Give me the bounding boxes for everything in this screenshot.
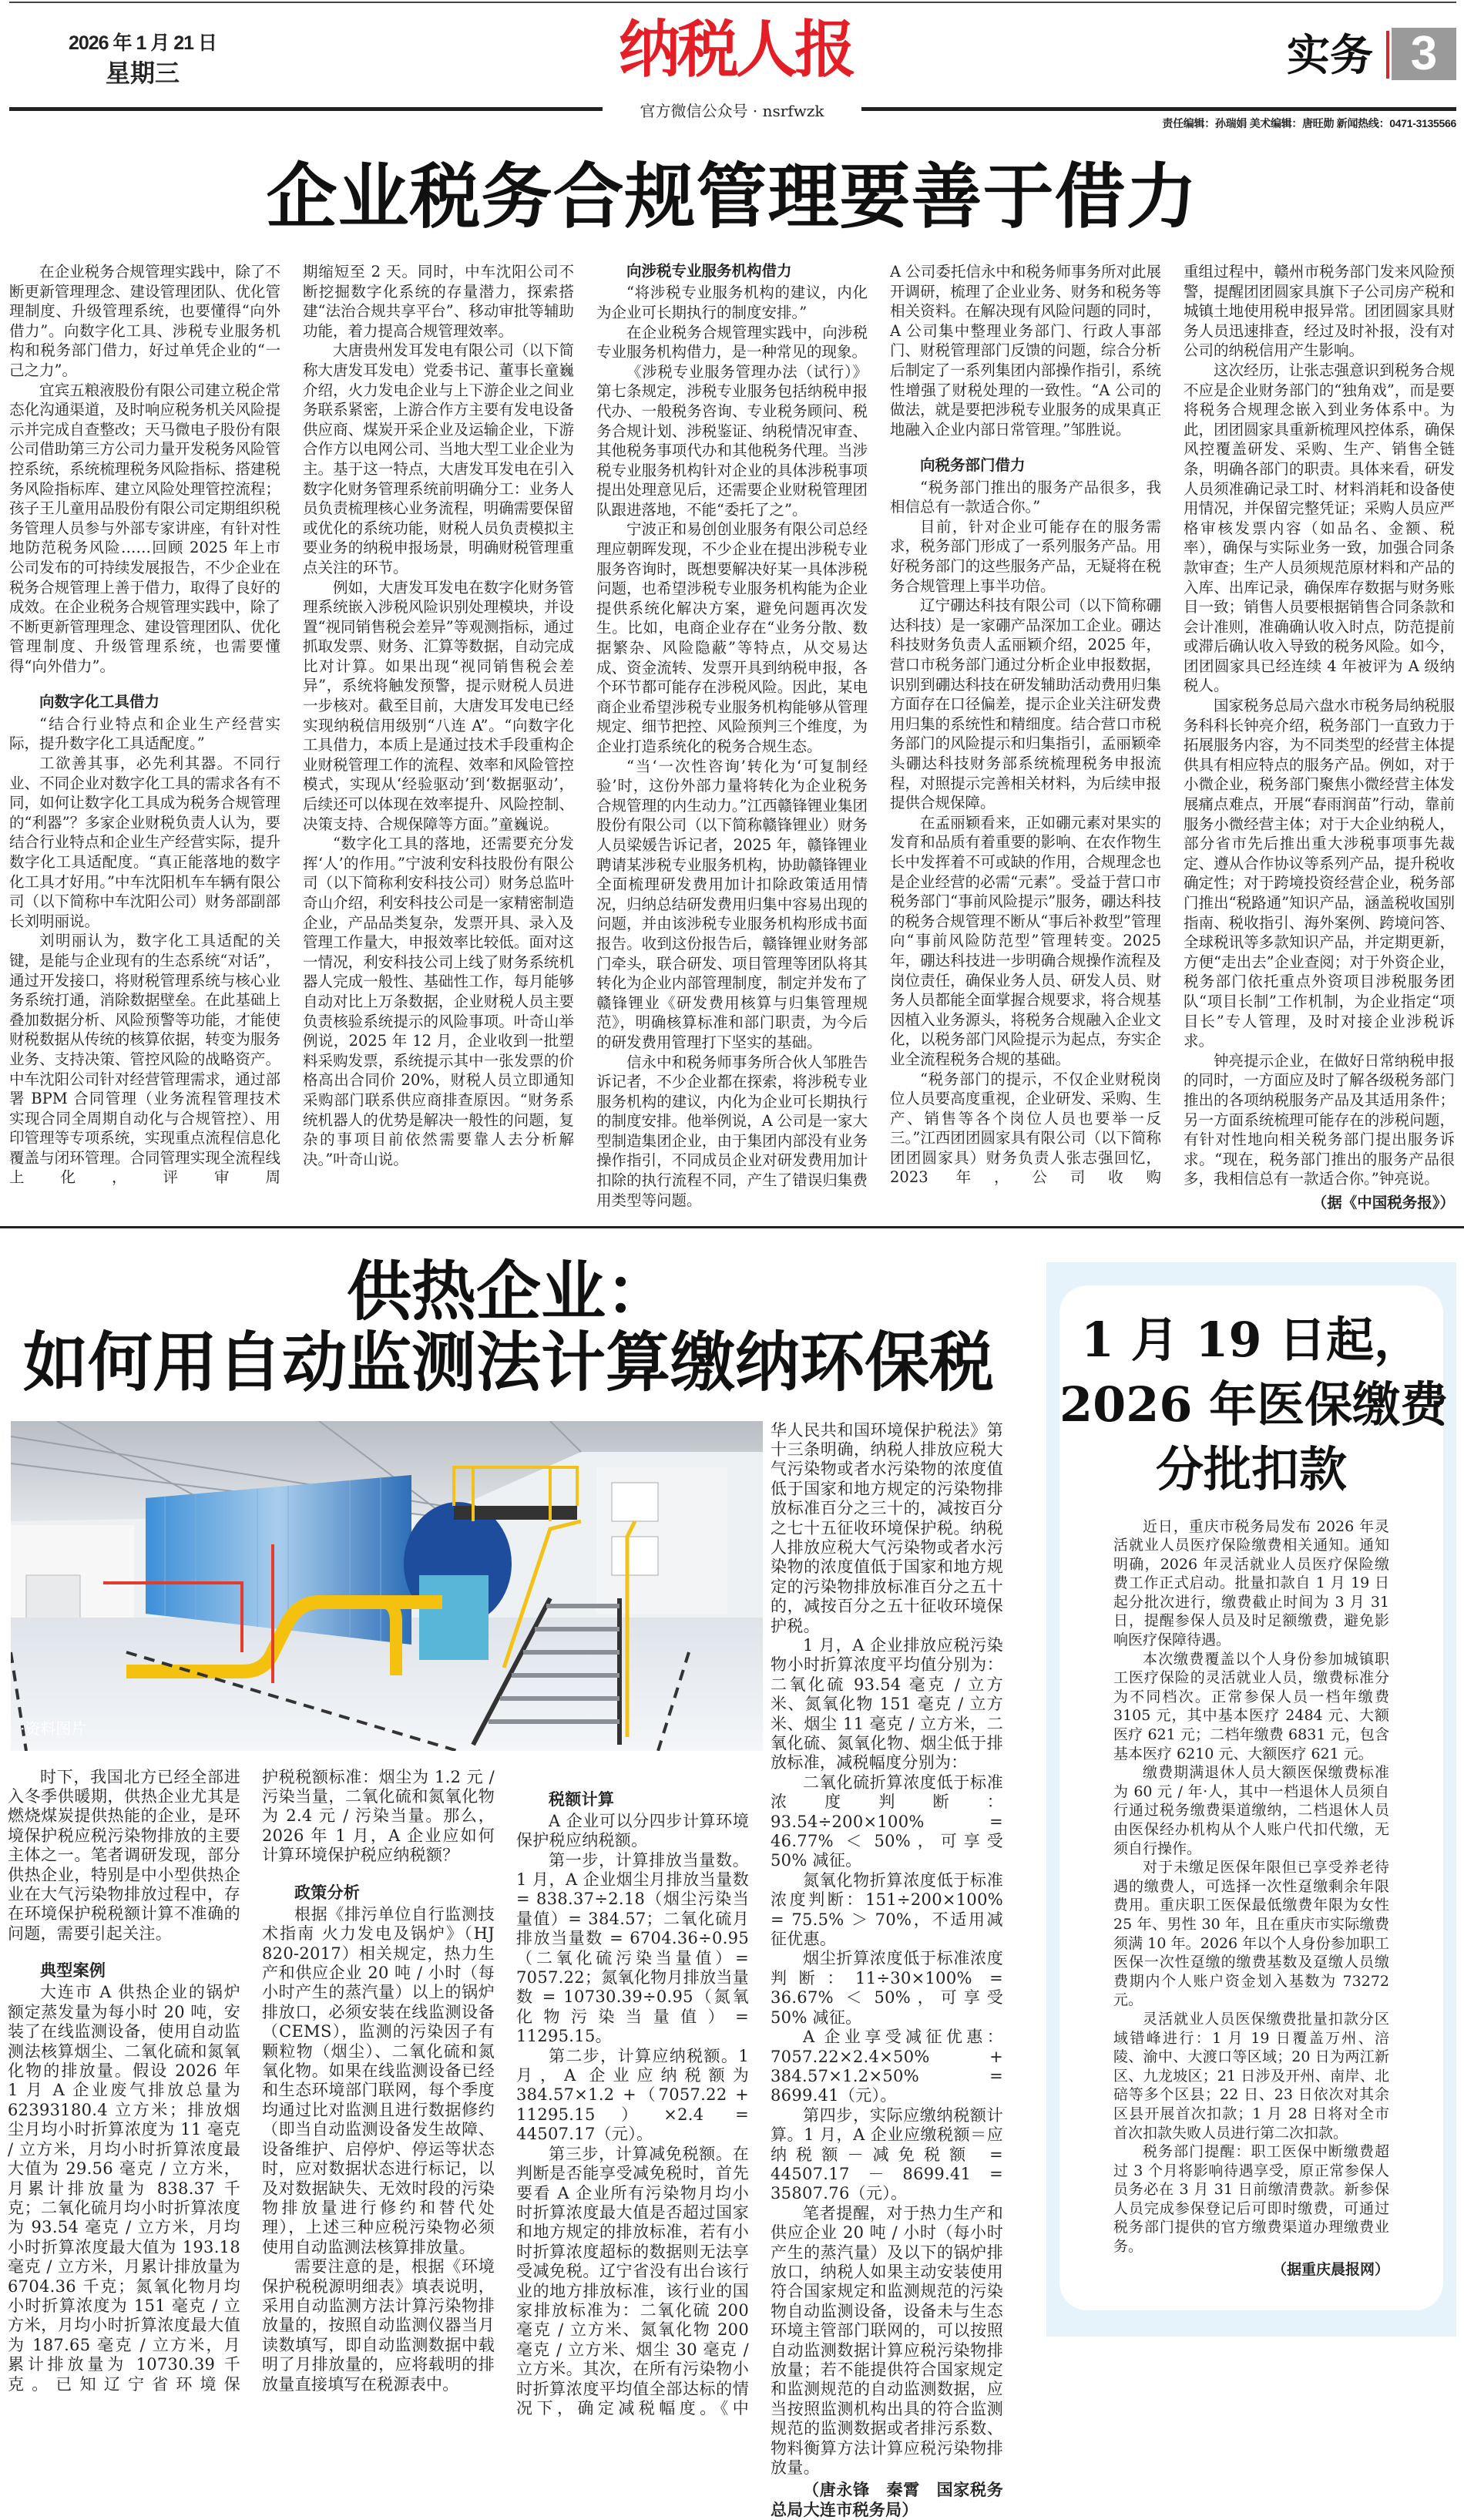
paragraph: 在企业税务合规管理实践中，除了不断更新管理理念、建设管理团队、优化管理制度、升级管理系统，也要懂得“向外借力”。向数字化工具、涉税专业服务机构和税务部门借力，好过单凭企业的“一己之力”。 (9, 262, 280, 381)
paragraph: 烟尘折算浓度低于标准浓度判断：11÷30×100% = 36.67% ＜ 50%，可享受 50% 减征。 (771, 1949, 1003, 2028)
paragraph: 税务部门提醒：职工医保中断缴费超过 3 个月将影响待遇享受，原正常参保人员务必在 3 月 31 日前缴清费款。新参保人员完成参保登记后可即时缴费，可通过税务部门提供的官方缴费渠道办理缴费业务。 (1113, 2142, 1389, 2256)
newspaper-masthead: 纳税人报 (586, 14, 886, 85)
article-source: （据重庆晨报网） (1113, 2261, 1389, 2280)
paragraph: A 公司委托信永中和税务师事务所对此展开调研，梳理了企业业务、财务和税务等相关资料。在解决现有风险问题的同时，A 公司集中整理业务部门、行政人事部门、财税管理部门反馈的问题，综合分析后制定了一系列集团内部操作指引，系统性增强了财税处理的一致性。“A 公司的做法，就是要把涉税专业服务的成果真正地融入企业内部日常管理。”邹胜说。 (890, 262, 1161, 439)
article2-column-4 (771, 1421, 1003, 2520)
paragraph: 这次经历，让张志强意识到税务合规不应是企业财务部门的“独角戏”，而是要将税务合规理念嵌入到业务体系中。为此，团团圆家具重新梳理风控体系，确保风控覆盖研发、采购、生产、销售全链条，明确各部门的职责。具体来看，研发人员须准确记录工时、材料消耗和设备使用情况，并保留完整凭证；采购人员应严格审核发票内容（如品名、金额、税率），确保与实际业务一致，加强合同条款审查；生产人员须规范原材料和产品的入库、出库记录，确保库存数据与财务账目一致；销售人员要根据销售合同条款和会计准则，准确确认收入时点，防范提前或滞后确认收入导致的税务风险。如今，团团圆家具已经连续 4 年被评为 A 级纳税人。 (1184, 361, 1455, 696)
paragraph: 国家税务总局六盘水市税务局纳税服务科科长钟亮介绍，税务部门一直致力于拓展服务内容，为不同类型的经营主体提供具有相应特点的服务产品。例如，对于小微企业，税务部门聚焦小微经营主体发展痛点难点，开展“春雨润苗”行动，靠前服务小微经营主体；对于大企业纳税人，部分省市先后推出重大涉税事项事先裁定、遵从合作协议等系列产品，提升税收确定性；对于跨境投资经营企业，税务部门推出“税路通”知识产品，涵盖税收国别指南、税收指引、海外案例、跨境问答、全球税讯等多款知识产品，并定期更新，方便“走出去”企业查阅；对于外资企业，税务部门依托重点外资项目涉税服务团队“项目长制”工作机制，为企业指定“项目长”专人管理，及时对接企业涉税诉求。 (1184, 696, 1455, 1051)
paragraph: 本次缴费覆盖以个人身份参加城镇职工医疗保险的灵活就业人员，缴费标准分为不同档次。正常参保人员一档年缴费 3105 元，其中基本医疗 2484 元、大额医疗 621 元；二档年缴费 6831 元，包含基本医疗 6210 元、大额医疗 621 元。 (1113, 1650, 1389, 1764)
section-divider (1386, 31, 1389, 79)
page-number: 3 (1392, 28, 1456, 80)
masthead (0, 0, 1464, 154)
paragraph: 钟亮提示企业，在做好日常纳税申报的同时，一方面应及时了解各级税务部门推出的各项纳税服务产品及其适用条件；另一方面系统梳理可能存在的涉税问题，有针对性地向相关税务部门提出服务诉求。“现在，税务部门推出的服务产品很多，我相信总有一款适合你。”钟亮说。 (1184, 1051, 1455, 1189)
article2-column-2 (262, 1768, 495, 2394)
paragraph: 重组过程中，赣州市税务部门发来风险预警，提醒团团圆家具旗下子公司房产税和城镇土地使用税申报异常。团团圆家具财务人员迅速排查，经过及时补报，没有对公司的纳税信用产生影响。 (1184, 262, 1455, 361)
paragraph: 工欲善其事，必先利其器。不同行业、不同企业对数字化工具的需求各有不同，如何让数字化工具成为税务合规管理的“利器”？多家企业财税负责人认为，要结合行业特点和企业生产经营实际，提升数字化工具适配度。“真正能落地的数字化工具才好用。”中车沈阳机车车辆有限公司（以下简称中车沈阳公司）财务部副部长刘明丽说。 (9, 754, 280, 931)
paragraph: 宜宾五粮液股份有限公司建立税企常态化沟通渠道，及时响应税务机关风险提示并完成自查整改；天马微电子股份有限公司借助第三方公司力量开发税务风险管控系统，系统梳理税务风险指标、搭建税务风险指标库、建立风险处理管控流程；孩子王儿童用品股份有限公司定期组织税务管理人员参与外部专家讲座，有针对性地防范税务风险……回顾 2025 年上市公司发布的可持续发展报告，不少企业在税务合规管理上善于借力，取得了良好的成效。在企业税务合规管理实践中，除了不断更新管理理念、建设管理团队、优化管理制度、升级管理系统，也需要懂得“向外借力”。 (9, 381, 280, 677)
article2-column-3 (516, 1768, 749, 2419)
article2-column-1 (8, 1768, 240, 2394)
sidebar-body (1113, 1517, 1389, 2280)
paragraph: 辽宁硼达科技有限公司（以下简称硼达科技）是一家硼产品深加工企业。硼达科技财务负责人孟丽颖介绍，2025 年，营口市税务部门通过分析企业申报数据，识别到硼达科技在研发辅助活动费用归集方面存在口径偏差，提示企业关注研发费用归集的系统性和精细度。结合营口市税务部门的风险提示和归集指引，孟丽颖牵头硼达科技财务部系统梳理税务申报流程，对照提示完善相关材料，为后续申报提供合规保障。 (890, 596, 1161, 813)
article2 (0, 1228, 1046, 2520)
article1-headline: 企业税务合规管理要善于借力 (0, 154, 1464, 239)
article2-body (0, 1421, 1046, 2520)
paragraph: 氮氧化物折算浓度低于标准浓度判断：151÷200×100% = 75.5% ＞ 70%，不适用减征优惠。 (771, 1871, 1003, 1950)
paragraph: 第一步，计算排放当量数。1 月，A 企业烟尘月排放当量数 = 838.37÷2.18（烟尘污染当量值）= 384.57；二氧化硫月排放当量数 = 6704.36÷0.95（二氧化硫污染当量值）= 7057.22；氮氧化物月排放当量数 = 10730.39÷0.95（氮氧化物污染当量值）= 11295.15。 (516, 1851, 749, 2047)
sidebar-headline-line2: 2026 年医保缴费 (1059, 1373, 1443, 1437)
subheading: 政策分析 (262, 1883, 495, 1903)
paragraph: 时下，我国北方已经全部进入冬季供暖期，供热企业尤其是燃烧煤炭提供热能的企业，是环境保护税应税污染物排放的主要主体之一。笔者调研发现，部分供热企业，特别是中小型供热企业在大气污染物排放过程中，存在环境保护税税额计算不准确的问题，需要引起关注。 (8, 1768, 240, 1944)
paragraph: 护税税额标准：烟尘为 1.2 元 / 污染当量，二氧化硫和氮氧化物为 2.4 元 / 污染当量。那么，2026 年 1 月，A 企业应如何计算环境保护税应纳税额？ (262, 1768, 495, 1866)
paragraph: 目前，针对企业可能存在的服务需求，税务部门形成了一系列服务产品。用好税务部门的这些服务产品，无疑将在税务合规管理上事半功倍。 (890, 517, 1161, 596)
issue-date: 2026 年 1 月 21 日 (46, 28, 239, 55)
paragraph: 在企业税务合规管理实践中，向涉税专业服务机构借力，是一种常见的现象。 (596, 323, 868, 362)
sidebar-card (1059, 1285, 1443, 2311)
article2-left-part (0, 1421, 763, 2419)
paragraph: 近日，重庆市税务局发布 2026 年灵活就业人员医疗保险缴费相关通知。通知明确，2026 年灵活就业人员医疗保险缴费工作正式启动。批量扣款自 1 月 19 日起分批次进行，缴费截止时间为 3 月 31 日，提醒参保人员及时足额缴费，避免影响医疗保障待遇。 (1113, 1517, 1389, 1650)
sidebar-headline-line1: 1 月 19 日起， (1059, 1308, 1443, 1373)
photo-caption: ·资料图片 (20, 1716, 86, 1739)
sidebar-headline (1059, 1308, 1443, 1502)
article1-column-5 (1184, 262, 1455, 1214)
article-source: （据《中国税务报》） (1184, 1194, 1455, 1214)
paragraph: “将涉税专业服务机构的建议，内化为企业可长期执行的制度安排。” (596, 283, 868, 322)
article2-lower-columns (0, 1768, 763, 2419)
sidebar-background (1046, 1262, 1456, 2337)
section-name: 实务 (1287, 31, 1373, 80)
boiler-room-photo (11, 1421, 763, 1751)
subheading: 税额计算 (516, 1789, 749, 1810)
subheading: 向涉税专业服务机构借力 (596, 262, 868, 281)
paragraph: 缴费期满退休人员大额医保缴费标准为 60 元 / 年·人，其中一档退休人员须自行通过税务缴费渠道缴纳，二档退休人员由医保经办机构从个人账户代扣代缴，无须自行操作。 (1113, 1763, 1389, 1858)
paragraph: 第四步，实际应缴纳税额计算。1 月，A 企业应缴税额＝应纳税额－减免税额 = 44507.17 － 8699.41 = 35807.76（元）。 (771, 2106, 1003, 2204)
paragraph: 灵活就业人员医保缴费批量扣款分区域错峰进行：1 月 19 日覆盖万州、涪陵、渝中、大渡口等区域；20 日为两江新区、九龙坡区；21 日涉及开州、南岸、北碚等多个区县；22 日、23 日依次对其余区县开展首次扣款；1 月 28 日将对全市首次扣款失败人员进行第二次扣款。 (1113, 2010, 1389, 2142)
paragraph: 刘明丽认为，数字化工具适配的关键，是能与企业现有的生态系统“对话”，通过开发接口，将财税管理系统与核心业务系统打通，消除数据壁垒。在此基础上叠加数据分析、风险预警等功能，才能使财税数据从传统的核算依据，转变为服务业务、支持决策、管控风险的战略资产。中车沈阳公司针对经营管理需求，通过部署 BPM 合同管理（业务流程管理技术实现合同全周期自动化与合规管控）、用印管理等专项系统，实现重点流程信息化覆盖与闭环管理。合同管理实现全流程线上化，评审周 (9, 931, 280, 1188)
paragraph: 大连市 A 供热企业的锅炉额定蒸发量为每小时 20 吨，安装了在线监测设备，使用自动监测法核算烟尘、二氧化硫和氮氧化物的排放量。假设 2026 年 1 月 A 企业废气排放总量为 62393180.4 立方米；排放烟尘月均小时折算浓度为 11 毫克 / 立方米，月均小时折算浓度最大值为 29.56 毫克 / 立方米，月累计排放量为 838.37 千克；二氧化硫月均小时折算浓度为 93.54 毫克 / 立方米，月均小时折算浓度最大值为 193.18 毫克 / 立方米，月累计排放量为 6704.36 千克；氮氧化物月均小时折算浓度为 151 毫克 / 立方米，月均小时折算浓度最大值为 187.65 毫克 / 立方米，月累计排放量为 10730.39 千克。已知辽宁省环境保 (8, 1983, 240, 2394)
editor-credits: 责任编辑：孙瑞娟 美术编辑：唐旺勋 新闻热线：0471-3135566 (1162, 116, 1456, 131)
paragraph: 第三步，计算减免税额。在判断是否能享受减免税时，首先要看 A 企业所有污染物月均小时折算浓度最大值是否超过国家和地方规定的排放标准，若有小时折算浓度超标的数据则无法享受减免税。辽宁省没有出台该行业的地方排放标准，该行业的国家排放标准为：二氧化硫 200 毫克 / 立方米、氮氧化物 200 毫克 / 立方米、烟尘 30 毫克 / 立方米。其次，在所有污染物小时折算浓度平均值全部达标的情况下，确定减税幅度。《中 (516, 2145, 749, 2419)
paragraph: 1 月，A 企业排放应税污染物小时折算浓度平均值分别为：二氧化硫 93.54 毫克 / 立方米、氮氧化物 151 毫克 / 立方米、烟尘 11 毫克 / 立方米，二氧化硫、氮氧化物、烟尘低于排放标准，减税幅度分别为： (771, 1636, 1003, 1773)
article1-column-4 (890, 262, 1161, 1188)
subheading: 典型案例 (8, 1961, 240, 1981)
paragraph: 《涉税专业服务管理办法（试行）》第七条规定，涉税专业服务包括纳税申报代办、一般税务咨询、专业税务顾问、税务合规计划、涉税鉴证、纳税情况审查、其他税务事项代办和其他税务代理。当涉税专业服务机构针对企业的具体涉税事项提出处理意见后，还需要企业财税管理团队跟进落地，不能“委托了之”。 (596, 362, 868, 520)
paragraph: 宁波正和易创创业服务有限公司总经理应朝晖发现，不少企业在提出涉税专业服务咨询时，既想要解决好某一具体涉税问题，也希望涉税专业服务机构能为企业提供系统化解决方案，避免问题再次发生。比如，电商企业存在“业务分散、数据繁杂、风险隐蔽”等特点，从交易达成、资金流转、发票开具到纳税申报，各个环节都可能存在涉税风险。因此，某电商企业希望涉税专业服务机构能够从管理规定、细节把控、风险预判三个维度，为企业打造系统化的税务合规生态。 (596, 519, 868, 756)
article2-headline (0, 1228, 1017, 1395)
paragraph: 在孟丽颖看来，正如硼元素对果实的发育和品质有着重要的影响、在农作物生长中发挥着不可或缺的作用，合规理念也是企业经营的必需“元素”。受益于营口市税务部门“事前风险提示”服务，硼达科技的税务合规管理不断从“事后补救型”管理向“事前风险防范型”管理转变。2025 年，硼达科技进一步明确合规操作流程及岗位责任，确保业务人员、研发人员、财务人员都能全面掌握合规要求，将合规基因植入业务源头，将税务合规融入企业文化，以税务部门风险提示为起点，夯实企业全流程税务合规的基础。 (890, 813, 1161, 1070)
article1-column-3 (596, 262, 868, 1210)
paragraph: “当‘一次性咨询’转化为‘可复制经验’时，这份外部力量将转化为企业税务合规管理的内生动力。”江西赣锋锂业集团股份有限公司（以下简称赣锋锂业）财务人员梁媛告诉记者，2025 年，赣锋锂业聘请某涉税专业服务机构，协助赣锋锂业全面梳理研发费用加计扣除政策适用情况，归纳总结研发费用归集中容易出现的问题，并由该涉税专业服务机构形成书面报告。收到这份报告后，赣锋锂业财务部门牵头，联合研发、项目管理等团队将其转化为企业内部管理制度，制定并发布了赣锋锂业《研发费用核算与归集管理规范》，明确核算标准和部门职责，为今后的研发费用管理打下坚实的基础。 (596, 757, 868, 1053)
paragraph: A 企业享受减征优惠：7057.22×2.4×50% + 384.57×1.2×50% = 8699.41（元）。 (771, 2028, 1003, 2106)
top-rule (9, 2, 1456, 3)
subheading: 向数字化工具借力 (9, 693, 280, 712)
paragraph: 二氧化硫折算浓度低于标准浓度判断：93.54÷200×100% = 46.77% ＜ 50%，可享受 50% 减征。 (771, 1773, 1003, 1871)
article-source: （唐永锋 秦霄 国家税务总局大连市税务局） (771, 2481, 1003, 2520)
article2-headline-line1: 供热企业： (0, 1259, 1017, 1324)
paragraph: 需要注意的是，根据《环境保护税税源明细表》填表说明，采用自动监测方法计算污染物排放量的，按照自动监测仪器当月读数填写，即自动监测数据中载明了月排放量的，应将载明的排放量直接填写在税源表中。 (262, 2257, 495, 2394)
lower-section (0, 1228, 1464, 2520)
header-rule-right (861, 107, 1456, 111)
paragraph: “数字化工具的落地，还需要充分发挥‘人’的作用。”宁波利安科技股份有限公司（以下简称利安科技公司）财务总监叶奇山介绍，利安科技公司是一家精密制造企业，产品品类复杂，发票开具、录入及管理工作量大，申报效率比较低。面对这一情况，利安科技公司上线了财务系统机器人完成一般性、基础性工作，每月能够自动对比上万条数据，企业财税人员主要负责核验系统提示的风险事项。叶奇山举例说，2025 年 12 月，企业收到一批塑料采购发票，系统提示其中一张发票的价格高出合同价 20%，财税人员立即通知采购部门联系供应商排查原因。“财务系统机器人的优势是解决一般性的问题，复杂的事项目前依然需要靠人去分析解决。”叶奇山说。 (303, 834, 574, 1169)
subheading: 向税务部门借力 (890, 456, 1161, 475)
paragraph: 第二步，计算应纳税额。1 月，A 企业应纳税额为 384.57×1.2 +（7057.22 + 11295.15）×2.4 = 44507.17（元）。 (516, 2047, 749, 2145)
wechat-account: 官方微信公众号 · nsrfwzk (609, 99, 855, 121)
article1-body (0, 239, 1464, 1214)
paragraph: “税务部门推出的服务产品很多，我相信总有一款适合你。” (890, 478, 1161, 517)
article2-headline-line2: 如何用自动监测法计算缴纳环保税 (0, 1330, 1017, 1395)
paragraph: 期缩短至 2 天。同时，中车沈阳公司不断挖掘数字化系统的存量潜力，探索搭建“法治合规共享平台”、移动审批等辅助功能，着力提高合规管理效率。 (303, 262, 574, 341)
header-rule-left (9, 107, 603, 111)
paragraph: 华人民共和国环境保护税法》第十三条明确，纳税人排放应税大气污染物或者水污染物的浓度值低于国家和地方规定的污染物排放标准百分之三十的，减按百分之七十五征收环境保护税。纳税人排放应税大气污染物或者水污染物的浓度值低于国家和地方规定的污染物排放标准百分之五十的，减按百分之五十征收环境保护税。 (771, 1421, 1003, 1636)
paragraph: 大唐贵州发耳发电有限公司（以下简称大唐发耳发电）党委书记、董事长童巍介绍，火力发电企业与上下游企业之间业务联系紧密，上游合作方主要有发电设备供应商、煤炭开采企业及运输企业，下游合作方以电网公司、当地大型工业企业为主。基于这一特点，大唐发耳发电在引入数字化财务管理系统前明确分工：业务人员负责梳理核心业务流程，明确需要保留或优化的系统功能，财税人员负责模拟主要业务的纳税申报场景，明确财税管理重点关注的环节。 (303, 341, 574, 577)
paragraph: 根据《排污单位自行监测技术指南 火力发电及锅炉》（HJ 820-2017）相关规定，热力生产和供应企业 20 吨 / 小时（每小时产生的蒸汽量）以上的锅炉排放口，必须安装在线监测设备（CEMS），监测的污染因子有颗粒物（烟尘）、二氧化硫和氮氧化物。如果在线监测设备已经和生态环境部门联网，每个季度均通过比对监测且进行数据修约（即当自动监测设备发生故障、设备维护、启停炉、停运等状态时，应对数据状态进行标记，以及对数据缺失、无效时段的污染物排放量进行修约和替代处理），上述三种应税污染物必须使用自动监测法核算排放量。 (262, 1905, 495, 2257)
paragraph: A 企业可以分四步计算环境保护税应纳税额。 (516, 1812, 749, 1851)
paragraph: 对于未缴足医保年限但已享受养老待遇的缴费人，可选择一次性趸缴剩余年限费用。重庆职工医保最低缴费年限为女性 25 年、男性 30 年，且在重庆市实际缴费须满 10 年。2026 年以个人身份参加职工医保一次性趸缴的缴费基数及趸缴人员缴费期内个人账户资金划入基数为 73272 元。 (1113, 1858, 1389, 2010)
article1-column-1 (9, 262, 280, 1188)
paragraph: 信永中和税务师事务所合伙人邹胜告诉记者，不少企业都在探索，将涉税专业服务机构的建议，内化为企业可长期执行的制度安排。他举例说，A 公司是一家大型制造集团企业，由于集团内部没有业务操作指引，不同成员企业对研发费用加计扣除的执行流程不同，产生了错误归集费用类型等问题。 (596, 1053, 868, 1211)
article1-column-2 (303, 262, 574, 1169)
issue-weekday: 星期三 (46, 54, 239, 89)
sidebar-headline-line3: 分批扣款 (1059, 1437, 1443, 1502)
paragraph: 笔者提醒，对于热力生产和供应企业 20 吨 / 小时（每小时产生的蒸汽量）及以下的锅炉排放口，纳税人如果主动安装使用符合国家规定和监测规范的污染物自动监测设备，设备未与生态环境主管部门联网的，可以按照自动监测数据计算应税污染物排放量；若不能提供符合国家规定和监测规范的自动监测数据，应当按照监测机构出具的符合监测规范的监测数据或者排污系数、物料衡算方法计算应税污染物排放量。 (771, 2204, 1003, 2478)
photo-frame (11, 1421, 763, 1751)
paragraph: “结合行业特点和企业生产经营实际，提升数字化工具适配度。” (9, 714, 280, 754)
paragraph: “税务部门的提示，不仅企业财税岗位人员要高度重视，企业研发、采购、生产、销售等各个岗位人员也要举一反三。”江西团团圆家具有限公司（以下简称团团圆家具）财务负责人张志强回忆，2023 年，公司收购 (890, 1070, 1161, 1188)
paragraph: 例如，大唐发耳发电在数字化财务管理系统嵌入涉税风险识别处理模块，并设置“视同销售税会差异”等观测指标，通过抓取发票、财务、汇算等数据，自动完成比对计算。如果出现“视同销售税会差异”，系统将触发预警，提示财税人员进一步核对。截至目前，大唐发耳发电已经实现纳税信用级别“八连 A”。“向数字化工具借力，本质上是通过技术手段重构企业财税管理工作的流程、效率和风险管控模式，实现从‘经验驱动’到‘数据驱动’，后续还可以体现在效率提升、风险控制、决策支持、合规保障等方面。”童巍说。 (303, 578, 574, 835)
